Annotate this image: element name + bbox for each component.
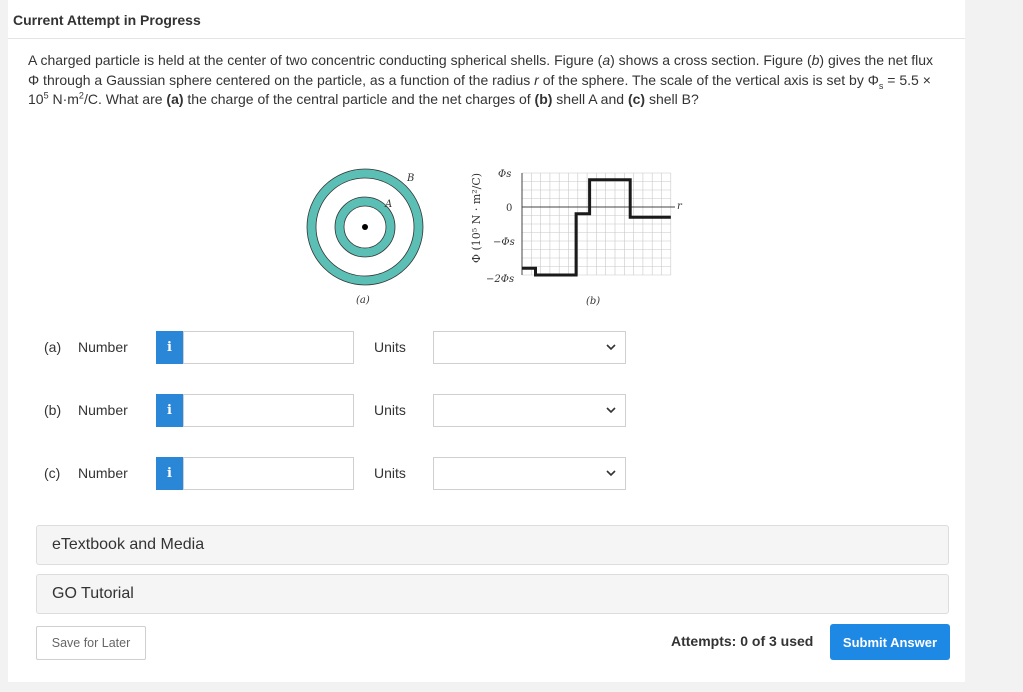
units-select-c[interactable] <box>433 457 626 490</box>
go-tutorial-section[interactable]: GO Tutorial <box>36 574 949 614</box>
part-label: (b) <box>44 402 62 418</box>
answer-row-b <box>44 394 634 427</box>
info-icon[interactable]: i <box>156 331 183 364</box>
tick-zero: 0 <box>506 203 513 214</box>
chevron-down-icon <box>605 467 617 479</box>
figure <box>290 155 690 315</box>
shell-a-label: A <box>385 199 393 210</box>
x-axis-r-label: r <box>677 201 682 212</box>
tick-neg2-phi-s: −2Φs <box>486 274 515 285</box>
central-particle <box>362 224 368 230</box>
units-label: Units <box>374 339 406 355</box>
info-icon[interactable]: i <box>156 394 183 427</box>
units-select-a[interactable] <box>433 331 626 364</box>
number-label: Number <box>78 339 128 355</box>
units-label: Units <box>374 465 406 481</box>
save-for-later-button[interactable]: Save for Later <box>36 626 146 660</box>
figure-b-caption: (b) <box>586 296 601 307</box>
shell-b-label: B <box>407 173 415 184</box>
part-label: (c) <box>44 465 61 481</box>
flux-y-axis-label: Φ (10⁵ N · m²/C) <box>470 172 483 263</box>
attempts-counter: Attempts: 0 of 3 used <box>671 633 814 649</box>
number-label: Number <box>78 465 128 481</box>
units-select-b[interactable] <box>433 394 626 427</box>
number-label: Number <box>78 402 128 418</box>
answer-row-a <box>44 331 634 364</box>
tick-neg-phi-s: −Φs <box>493 237 515 248</box>
number-input-a[interactable] <box>183 331 354 364</box>
etextbook-media-section[interactable]: eTextbook and Media <box>36 525 949 565</box>
submit-answer-button[interactable]: Submit Answer <box>830 624 950 660</box>
question-text: A charged particle is held at the center of two concentric conducting spherical shells. Figure (a) shows a cross section. Figure (b) gives the net flux Φ through a Gaussian sphere centered on the particle, as a function of the radius r of the sphere. The scale of the vertical axis is set by $\Phi_s = 5.5 \times 10^5$ $N\cdot m^2/C$. What are (a) the charge of the central particle and the net charges of (b) shell A and (c) shell B? <box>28 52 934 107</box>
part-label: (a) <box>44 339 62 355</box>
tick-phi-s: Φs <box>498 169 512 180</box>
chevron-down-icon <box>605 341 617 353</box>
units-label: Units <box>374 402 406 418</box>
figure-a-shells <box>307 169 423 285</box>
answer-row-c <box>44 457 634 490</box>
page-title: Current Attempt in Progress <box>13 12 201 28</box>
number-input-c[interactable] <box>183 457 354 490</box>
header-divider <box>8 38 965 39</box>
flux-grid <box>522 173 671 275</box>
figure-a-caption: (a) <box>356 295 370 306</box>
info-icon[interactable]: i <box>156 457 183 490</box>
number-input-b[interactable] <box>183 394 354 427</box>
chevron-down-icon <box>605 404 617 416</box>
